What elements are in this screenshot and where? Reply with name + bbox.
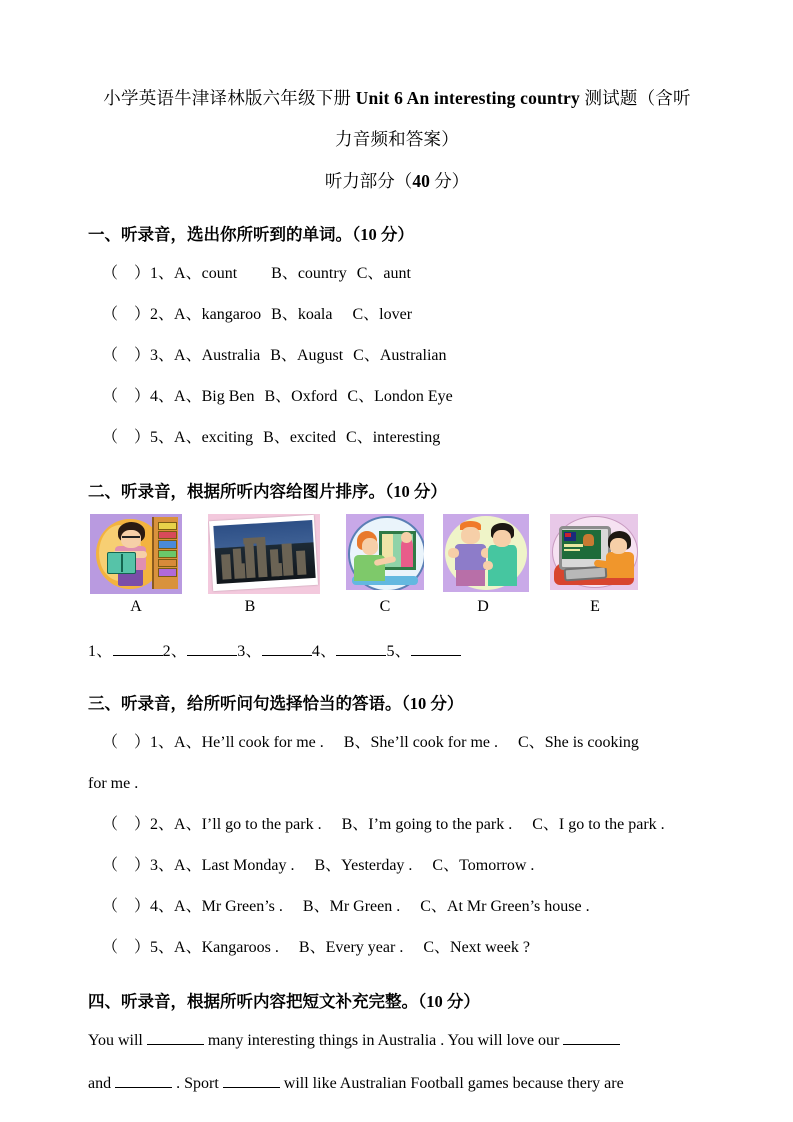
question-number: 3、: [150, 857, 175, 874]
option-c-label: C、: [346, 429, 373, 446]
option-b-text[interactable]: August: [296, 347, 344, 364]
option-b-label: B、: [270, 347, 297, 364]
picture-b-stonehenge-image: [208, 514, 320, 594]
answer-bracket[interactable]: （ ）: [102, 347, 151, 364]
section-heading-2: 二、听录音，根据所听内容给图片排序。（10 分）: [88, 482, 447, 501]
option-b-label: B、: [302, 898, 330, 915]
option-c-label: C、: [420, 898, 447, 915]
option-a-text[interactable]: count: [201, 265, 238, 282]
option-b-text[interactable]: I’m going to the park .: [368, 816, 513, 833]
option-c-text[interactable]: Next week ?: [450, 939, 530, 956]
option-c-text[interactable]: She is cooking: [544, 734, 639, 751]
question-number: 5、: [150, 939, 175, 956]
page-content: [88, 78, 706, 1104]
option-b-text[interactable]: Mr Green .: [329, 898, 401, 915]
picture-label-d: D: [477, 598, 489, 615]
option-c-label: C、: [356, 265, 384, 282]
option-b-text[interactable]: She’ll cook for me .: [370, 734, 498, 751]
question-number: 1、: [150, 734, 175, 751]
picture-ordering-row: [88, 514, 706, 598]
option-b-text[interactable]: excited: [289, 429, 337, 446]
picture-c-boy-at-screen-image: [346, 514, 424, 590]
option-b-text[interactable]: Every year .: [325, 939, 404, 956]
option-a-label: A、: [174, 857, 202, 874]
option-a-text[interactable]: exciting: [201, 429, 254, 446]
order-blank-5[interactable]: [411, 642, 461, 656]
option-b-label: B、: [271, 306, 298, 323]
option-a-label: A、: [174, 816, 202, 833]
subtitle-suffix: 分）: [429, 171, 470, 191]
question-row: [88, 804, 706, 845]
option-b-text[interactable]: Yesterday .: [341, 857, 413, 874]
question-row: [88, 335, 706, 376]
option-a-text[interactable]: Mr Green’s .: [201, 898, 283, 915]
order-number-4: 4、: [311, 643, 337, 660]
document-title: [88, 78, 706, 119]
option-c-label: C、: [353, 347, 380, 364]
option-c-label: C、: [352, 306, 380, 323]
cloze-passage-line-2: [88, 1063, 706, 1104]
option-c-text[interactable]: Tomorrow .: [459, 857, 535, 874]
question-row: [88, 417, 706, 458]
question-row: [88, 253, 706, 294]
option-a-text[interactable]: He’ll cook for me .: [201, 734, 324, 751]
cloze-blank-1[interactable]: [147, 1031, 204, 1045]
question-row: [88, 722, 706, 763]
picture-d-two-people-talking-image: [443, 514, 529, 592]
option-b-label: B、: [343, 734, 371, 751]
cloze-blank-4[interactable]: [223, 1074, 280, 1088]
option-c-text[interactable]: London Eye: [374, 388, 453, 405]
option-c-label: C、: [518, 734, 545, 751]
order-number-5: 5、: [386, 643, 412, 660]
question-row: [88, 845, 706, 886]
title-suffix-cn: 测试题（含听: [579, 88, 691, 108]
question-number: 3、: [150, 347, 175, 364]
question-number: 4、: [150, 388, 175, 405]
option-c-text[interactable]: interesting: [372, 429, 441, 446]
subtitle-prefix: 听力部分（: [324, 171, 413, 191]
option-a-text[interactable]: Last Monday .: [201, 857, 295, 874]
answer-bracket[interactable]: （ ）: [102, 265, 151, 282]
option-b-label: B、: [263, 429, 290, 446]
option-c-text[interactable]: lover: [379, 306, 413, 323]
question-row: [88, 294, 706, 335]
cloze-blank-2[interactable]: [563, 1031, 620, 1045]
question-continuation-line: for me .: [88, 775, 139, 792]
answer-bracket[interactable]: （ ）: [102, 429, 151, 446]
option-c-text[interactable]: I go to the park .: [558, 816, 665, 833]
question-number: 4、: [150, 898, 175, 915]
option-b-label: B、: [298, 939, 326, 956]
option-a-label: A、: [174, 265, 202, 282]
answer-bracket[interactable]: （ ）: [102, 816, 151, 833]
answer-bracket[interactable]: （ ）: [102, 734, 151, 751]
option-a-text[interactable]: Australia: [201, 347, 261, 364]
option-c-text[interactable]: Australian: [379, 347, 447, 364]
question-number: 2、: [150, 306, 175, 323]
option-a-label: A、: [174, 939, 202, 956]
picture-labels-row: [88, 598, 706, 628]
option-c-text[interactable]: aunt: [383, 265, 411, 282]
answer-bracket[interactable]: （ ）: [102, 939, 151, 956]
option-b-label: B、: [314, 857, 342, 874]
option-a-label: A、: [174, 429, 202, 446]
question-number: 2、: [150, 816, 175, 833]
question-row: [88, 927, 706, 968]
answer-bracket[interactable]: （ ）: [102, 306, 151, 323]
question-row: [88, 886, 706, 927]
option-a-label: A、: [174, 734, 202, 751]
option-a-label: A、: [174, 388, 202, 405]
picture-e-boy-computer-australia-image: [550, 514, 638, 590]
answer-bracket[interactable]: （ ）: [102, 857, 151, 874]
order-number-1: 1、: [88, 643, 113, 660]
passage-text-5: will like Australian Football games because thery are: [279, 1075, 624, 1092]
option-b-text[interactable]: koala: [297, 306, 333, 323]
option-b-label: B、: [341, 816, 369, 833]
order-blank-4[interactable]: [336, 642, 386, 656]
cloze-blank-3[interactable]: [115, 1074, 172, 1088]
option-a-label: A、: [174, 347, 202, 364]
option-c-label: C、: [432, 857, 460, 874]
passage-text-4: . Sport: [172, 1075, 223, 1092]
picture-label-a: A: [130, 598, 142, 615]
picture-a-reading-girl-image: [90, 514, 182, 594]
cloze-passage-line-1: [88, 1020, 706, 1061]
answer-bracket[interactable]: （ ）: [102, 388, 151, 405]
order-blank-3[interactable]: [262, 642, 312, 656]
passage-text-1: You will: [88, 1032, 147, 1049]
option-a-label: A、: [174, 898, 202, 915]
passage-text-3: and: [88, 1075, 116, 1092]
picture-label-b: B: [244, 598, 256, 615]
option-a-text[interactable]: Kangaroos .: [201, 939, 279, 956]
option-c-label: C、: [347, 388, 375, 405]
question-number: 5、: [150, 429, 175, 446]
picture-label-e: E: [590, 598, 600, 615]
section-heading-3: 三、听录音，给所听问句选择恰当的答语。（10 分）: [88, 694, 464, 713]
subtitle-score: 40: [412, 171, 430, 191]
section-heading-1: 一、听录音，选出你所听到的单词。（10 分）: [88, 225, 414, 244]
option-a-text[interactable]: I’ll go to the park .: [201, 816, 322, 833]
question-number: 1、: [150, 265, 175, 282]
option-a-label: A、: [174, 306, 202, 323]
option-b-text[interactable]: Oxford: [291, 388, 338, 405]
option-c-label: C、: [532, 816, 559, 833]
order-blank-1[interactable]: [113, 642, 163, 656]
option-a-text[interactable]: Big Ben: [201, 388, 255, 405]
option-b-text[interactable]: country: [297, 265, 347, 282]
option-b-label: B、: [271, 265, 298, 282]
title-unit-en: Unit 6 An interesting country: [355, 88, 580, 108]
passage-text-2: many interesting things in Australia . You will love our: [203, 1032, 564, 1049]
option-a-text[interactable]: kangaroo: [201, 306, 262, 323]
option-c-text[interactable]: At Mr Green’s house .: [446, 898, 590, 915]
order-number-2: 2、: [162, 643, 188, 660]
option-b-label: B、: [264, 388, 292, 405]
answer-bracket[interactable]: （ ）: [102, 898, 151, 915]
picture-label-c: C: [379, 598, 391, 615]
picture-order-answer-line: [88, 634, 706, 670]
question-row: [88, 376, 706, 417]
title-prefix-cn: 小学英语牛津译林版六年级下册: [103, 88, 356, 108]
listening-part-subtitle: [88, 161, 706, 201]
document-title-line2: 力音频和答案）: [335, 129, 459, 149]
order-number-3: 3、: [237, 643, 262, 660]
option-c-label: C、: [423, 939, 451, 956]
order-blank-2[interactable]: [187, 642, 237, 656]
section-heading-4: 四、听录音，根据所听内容把短文补充完整。（10 分）: [88, 992, 480, 1011]
